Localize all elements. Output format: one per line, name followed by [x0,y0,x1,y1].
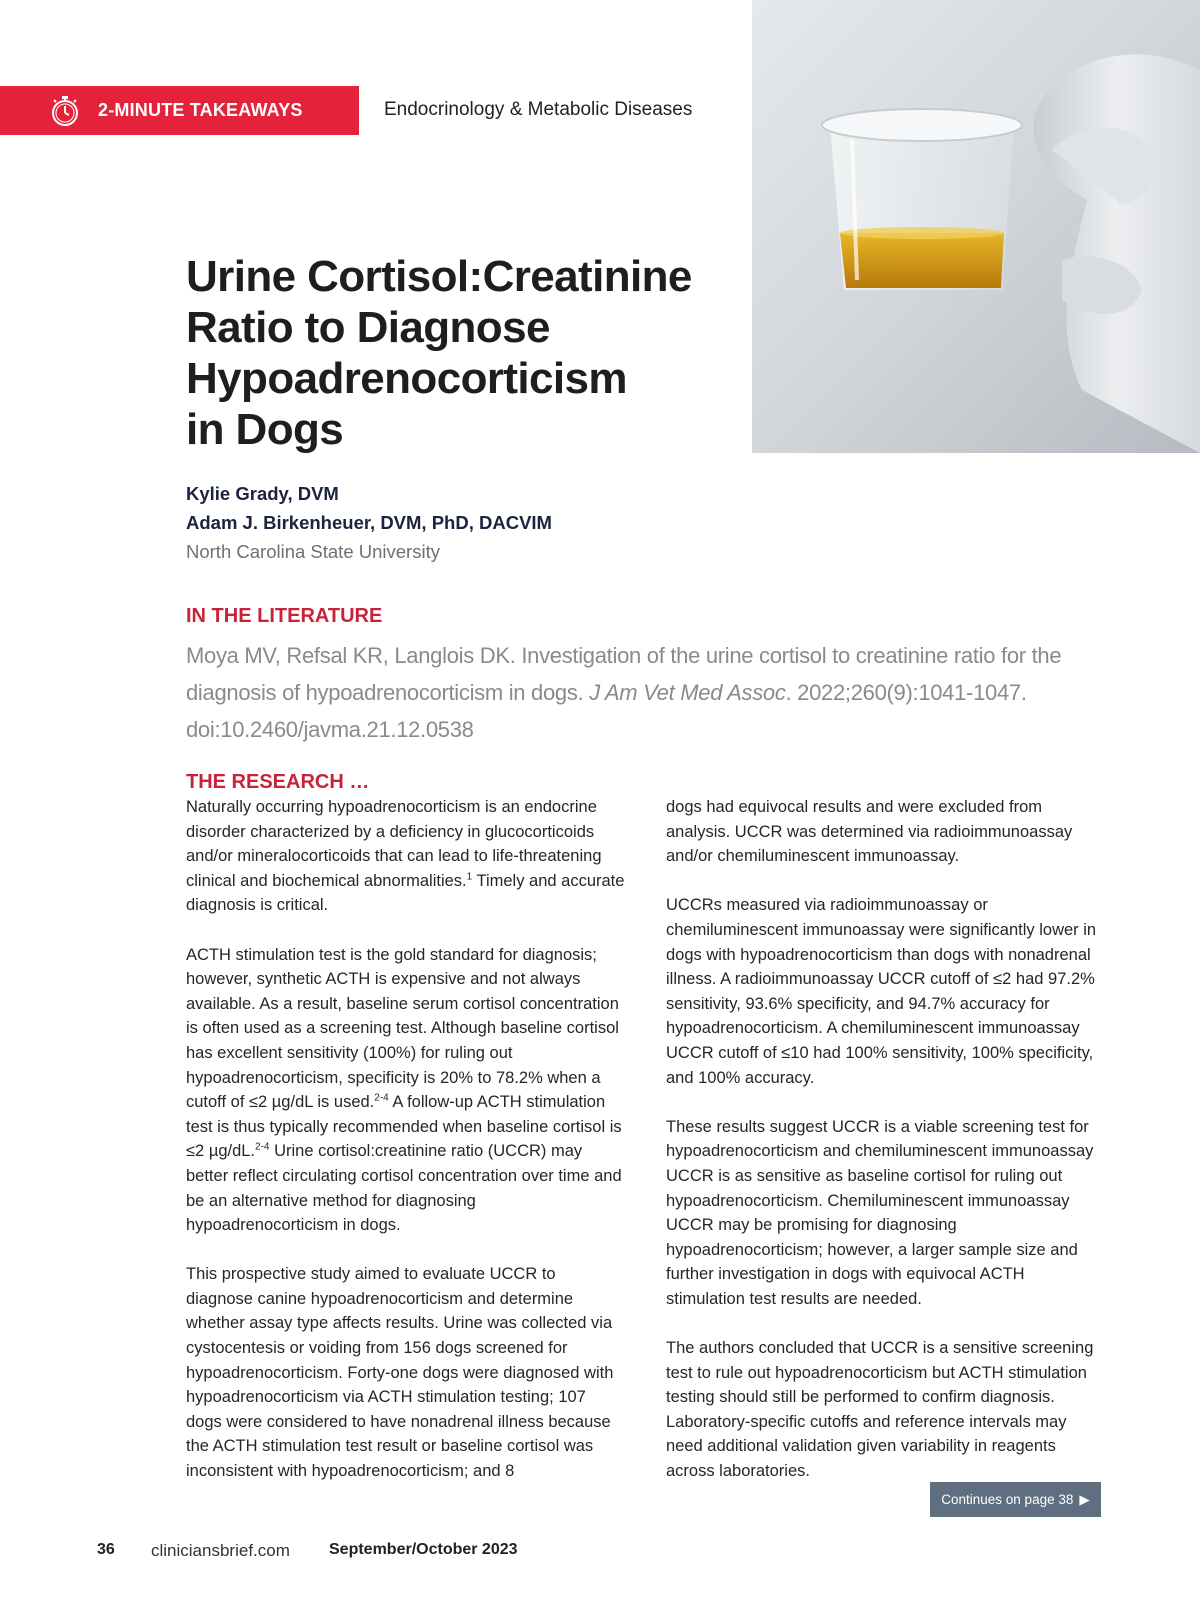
paragraph [186,795,626,918]
category-label: Endocrinology & Metabolic Diseases [384,99,693,120]
page-footer [0,1541,1200,1565]
section-banner [0,86,359,135]
text: A follow-up ACTH stimulation test is thus typically recommended when baseline cortisol is ≤2 µg/dL. [186,1093,622,1161]
banner-label: 2-MINUTE TAKEAWAYS [98,100,303,120]
text-column-left [186,795,626,1508]
author-block [186,479,552,566]
citation-text: . 2022;260(9):1041-1047. doi:10.2460/javma.21.12.0538 [186,680,1027,742]
literature-heading: IN THE LITERATURE [186,605,383,627]
stopwatch-icon [48,94,82,128]
paragraph: UCCRs measured via radioimmunoassay or chemiluminescent immunoassay were significantly lower in dogs with hypoadrenocorticism than dogs with nonadrenal illness. A radioimmunoassay UCCR cutoff of ≤2 had 97.2% sensitivity, 93.6% specificity, and 94.7% accuracy for hypoadrenocorticism. A chemiluminescent immunoassay UCCR cutoff of ≤10 had 100% sensitivity, 100% specificity, and 100% accuracy. [666,896,1097,1087]
continues-on-page-link[interactable] [930,1482,1101,1517]
paragraph: This prospective study aimed to evaluate UCCR to diagnose canine hypoadrenocorticism and determine whether assay type affects results. Urine was collected via cystocentesis or voiding from 156 dogs screened for hypoadrenocorticism. Forty-one dogs were diagnosed with hypoadrenocorticism via ACTH stimulation testing; 107 dogs were considered to have nonadrenal illness because the ACTH stimulation test result or baseline cortisol was inconsistent with hypoadrenocorticism; and 8 [186,1265,614,1481]
website-link[interactable]: cliniciansbrief.com [151,1541,290,1560]
title-line: Urine Cortisol:Creatinine [186,252,692,301]
urine-sample-photo [752,0,1200,453]
text: Timely and accurate diagnosis is critical. [186,871,625,915]
paragraph [186,943,626,1238]
reference-superscript: 1 [466,871,473,883]
play-arrow-icon: ▶ [1079,1491,1090,1507]
title-line: in Dogs [186,405,344,454]
text: ACTH stimulation test is the gold standard for diagnosis; however, synthetic ACTH is expensive and not always available. As a result, baseline serum cortisol concentration is often used as a screening test. Although baseline cortisol has excellent sensitivity (100%) for ruling out hypoadrenocorticism, specificity is 20% to 78.2% when a cutoff of ≤2 µg/dL is used. [186,945,619,1112]
reference-superscript: 2-4 [255,1141,270,1153]
text: Naturally occurring hypoadrenocorticism is an endocrine disorder characterized by a deficiency in glucocorticoids and/or mineralocorticoids that can lead to life-threatening clinical and biochemical abnormalities. [186,798,602,890]
paragraph: These results suggest UCCR is a viable screening test for hypoadrenocorticism and chemiluminescent immunoassay UCCR is as sensitive as baseline cortisol for ruling out hypoadrenocorticism. Chemiluminescent immunoassay UCCR may be promising for diagnosing hypoadrenocorticism; however, a larger sample size and further investigation in dogs with equivocal ACTH stimulation test results are needed. [666,1117,1094,1308]
paragraph: dogs had equivocal results and were excluded from analysis. UCCR was determined via radioimmunoassay and/or chemiluminescent immunoassay. [666,798,1073,866]
issue-date: September/October 2023 [329,1541,518,1558]
text: Urine cortisol:creatinine ratio (UCCR) may better reflect circulating cortisol concentration over time and be an alternative method for diagnosing hypoadrenocorticism in dogs. [186,1142,622,1235]
reference-superscript: 2-4 [374,1092,389,1104]
author-name: Kylie Grady, DVM [186,483,339,504]
paragraph: The authors concluded that UCCR is a sensitive screening test to rule out hypoadrenocorticism but ACTH stimulation testing should still be performed to confirm diagnosis. Laboratory-specific cutoffs and reference intervals may need additional validation given variability in reagents across laboratories. [666,1339,1094,1481]
continue-label: Continues on page 38 [941,1492,1074,1507]
journal-name: J Am Vet Med Assoc [589,680,786,705]
title-line: Ratio to Diagnose [186,303,550,352]
author-affiliation: North Carolina State University [186,541,440,562]
citation [186,637,1066,748]
author-name: Adam J. Birkenheuer, DVM, PhD, DACVIM [186,512,552,533]
title-line: Hypoadrenocorticism [186,354,627,403]
article-title [186,251,726,455]
text-column-right [666,795,1106,1508]
research-heading: THE RESEARCH … [186,771,370,793]
page-number: 36 [97,1541,115,1558]
citation-text: Moya MV, Refsal KR, Langlois DK. Investigation of the urine cortisol to creatinine ratio for the diagnosis of hypoadrenocorticism in dogs. [186,643,1062,705]
